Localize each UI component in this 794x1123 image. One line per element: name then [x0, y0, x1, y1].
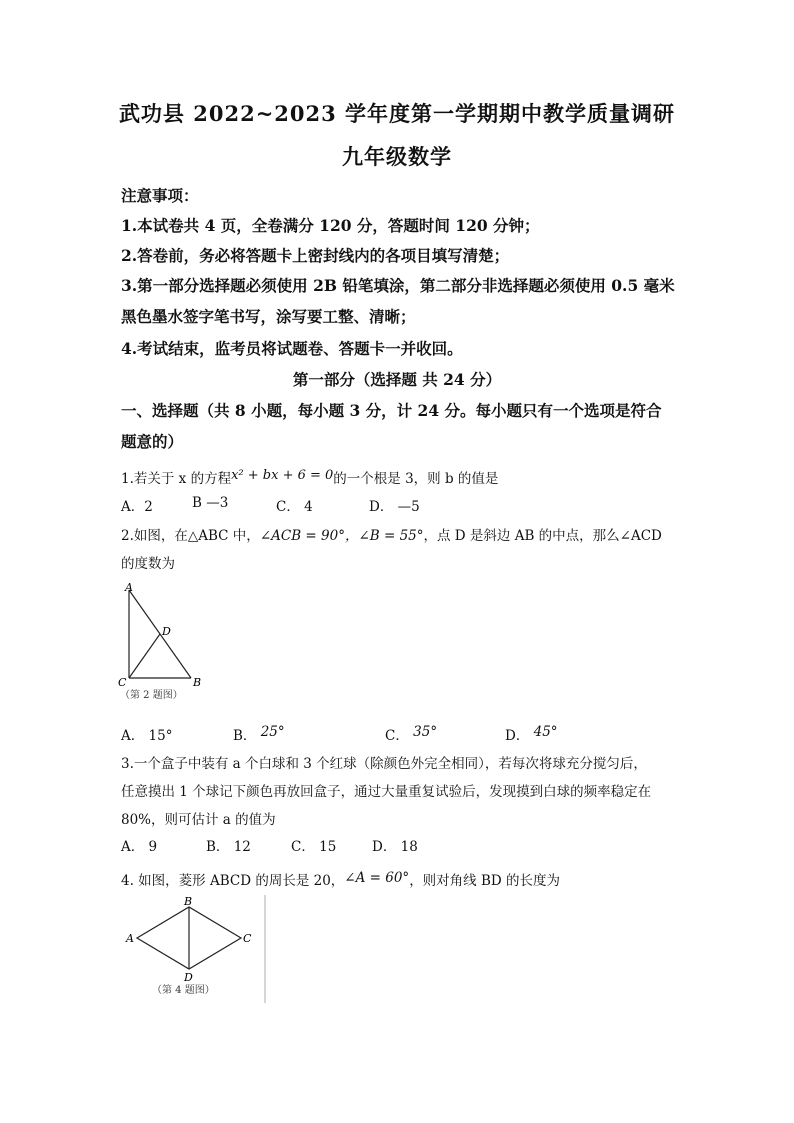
label-b: B [193, 676, 202, 689]
question-2-text-after: ，点 D 是斜边 AB 的中点，那么∠ACD [423, 528, 662, 544]
question-3-line2: 任意摸出 1 个球记下颜色再放回盒子，通过大量重复试验后，发现摸到白球的频率稳定在 [121, 784, 652, 800]
question-1-text: 1.若关于 x 的方程 [121, 471, 232, 487]
q2-option-c-value: 35° [413, 724, 438, 740]
question-4-text: 4. 如图，菱形 ABCD 的周长是 20， [121, 873, 345, 889]
question-3-line1: 3.一个盒子中装有 a 个白球和 3 个红球（除颜色外完全相同），若每次将球充分搅匀后， [121, 756, 647, 772]
q2-option-b [233, 724, 285, 744]
question-2-text: 2.如图，在△ABC 中， [121, 528, 260, 544]
label-d: D [162, 625, 171, 638]
note-item-2: 2.答卷前，务必将答题卡上密封线内的各项目填写清楚； [121, 246, 510, 265]
q1-option-c: C． 4 [276, 499, 313, 515]
q2-option-d-value: 45° [533, 724, 558, 740]
q3-option-d: D． 18 [372, 839, 418, 855]
label-b: B [184, 895, 193, 908]
question-3-line3: 80%，则可估计 a 的值为 [121, 812, 276, 828]
question-1 [121, 467, 498, 487]
question-2-angles: ∠ACB = 90°，∠B = 55° [259, 528, 424, 544]
question-2-line2: 的度数为 [121, 556, 175, 572]
q3-option-a: A． 9 [121, 839, 158, 855]
part1-title: 第一部分（选择题 共 24 分） [292, 370, 502, 389]
label-c: C [243, 932, 252, 945]
label-a: A [126, 932, 134, 945]
label-c: C [118, 676, 127, 689]
question-2 [121, 524, 662, 544]
question-4-text-after: ，则对角线 BD 的长度为 [409, 873, 561, 889]
q3-option-c: C． 15 [291, 839, 337, 855]
note-item-3: 3.第一部分选择题必须使用 2B 铅笔填涂，第二部分非选择题必须使用 0.5 毫米 [121, 276, 675, 295]
question-1-equation: x² + bx + 6 = 0 [231, 468, 334, 483]
q1-option-a: A．2 [121, 499, 153, 515]
triangle-figure [112, 580, 212, 705]
section-heading-cont: 题意的） [121, 432, 184, 451]
q3-option-b: B． 12 [206, 839, 251, 855]
note-item-1: 1.本试卷共 4 页，全卷满分 120 分，答题时间 120 分钟； [121, 216, 540, 235]
question-4-angle: ∠A = 60° [344, 870, 410, 886]
note-item-4: 4.考试结束，监考员将试题卷、答题卡一并收回。 [121, 339, 463, 358]
label-a: A [125, 581, 133, 594]
figure-4-caption: （第 4 题图） [152, 985, 215, 996]
note-item-3-cont: 黑色墨水签字笔书写，涂写要工整、清晰； [121, 307, 416, 326]
question-4 [121, 869, 560, 889]
q2-option-a: A． 15° [121, 728, 173, 744]
section-heading: 一、选择题（共 8 小题，每小题 3 分，计 24 分。每小题只有一个选项是符合 [121, 401, 662, 420]
label-d: D [184, 971, 193, 984]
q1-option-b: B —3 [192, 495, 229, 511]
exam-title: 武功县 2022~2023 学年度第一学期期中教学质量调研 [118, 101, 676, 126]
question-1-text-after: 的一个根是 3，则 b 的值是 [333, 471, 499, 487]
q2-option-d-label: D． [505, 728, 530, 744]
q2-option-c-label: C． [385, 728, 409, 744]
exam-subtitle: 九年级数学 [342, 144, 452, 169]
q2-option-b-value: 25° [260, 724, 285, 740]
q1-option-d: D． —5 [369, 499, 420, 515]
q2-option-b-label: B． [233, 728, 257, 744]
q2-option-c [385, 724, 437, 744]
figure-2-caption: （第 2 题图） [120, 690, 183, 701]
notes-heading: 注意事项： [121, 186, 199, 205]
rhombus-figure [122, 893, 270, 1005]
median-cd [129, 634, 160, 678]
q2-option-d [505, 724, 558, 744]
